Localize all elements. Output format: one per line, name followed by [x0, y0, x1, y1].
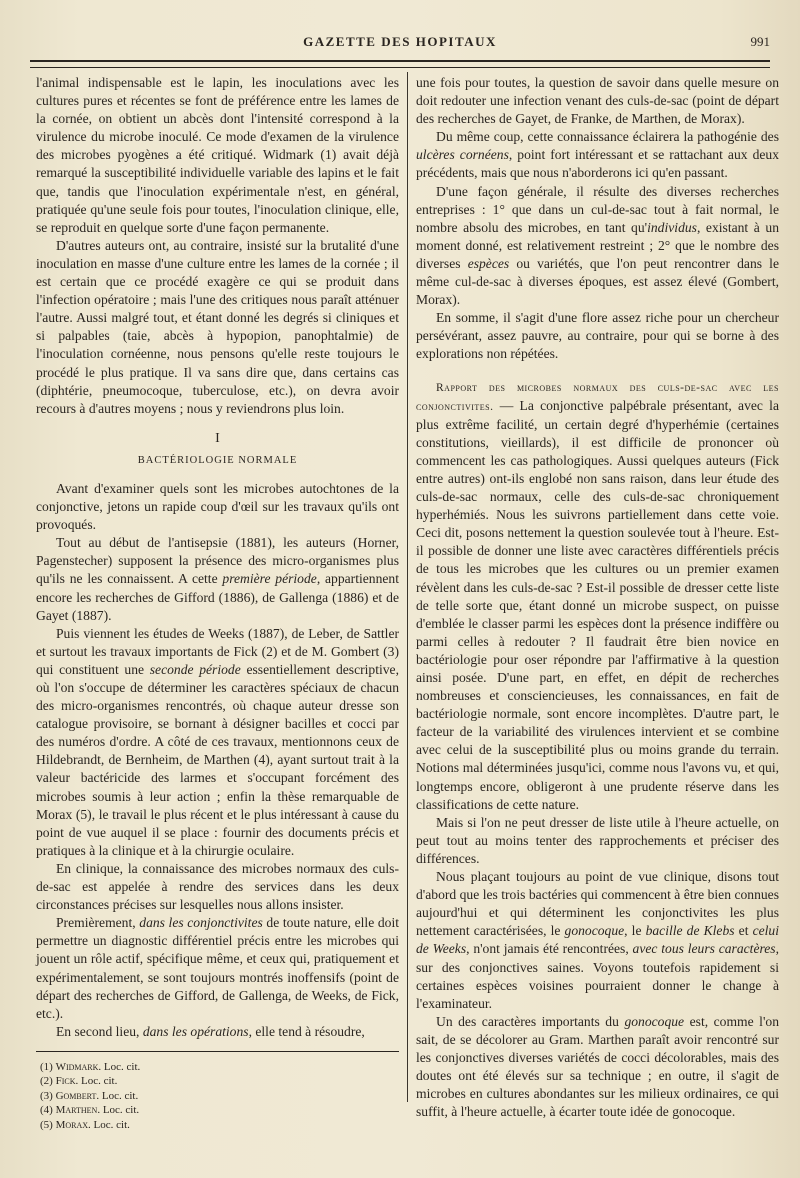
footnote-author: Fick. [55, 1075, 79, 1088]
emphasis: première période [222, 571, 317, 587]
emphasis: dans les conjonctivites [139, 915, 263, 931]
footnote-author: Marthen. [55, 1104, 101, 1117]
text-run: de toute nature, elle doit permettre un diagnostic différentiel précis entre les microbes qui jouent un rôle actif, spécifique même, et ceux qui, pratiquement et expérimentalement, se sont toujours montrés inoffensifs (point de départ des recherches de Gifford, de Gallenga, de Weeks, de Fick, etc.). [36, 915, 399, 1021]
paragraph: D'autres auteurs ont, au contraire, insisté sur la brutalité d'une inoculation en masse d'une culture entre les lames de la cornée ; il est certain que ce procédé exagère ce qui se produit dans l'infection opératoire ; mais l'une des critiques nous paraît atténuer l'autre. Aussi malgré tout, et étant donné les degrés si cliniques et si palpables (taie, abcès à hypopion, panophtalmie) de l'inoculation cornéenne, nous pensons qu'elle reste toujours le procédé le plus pratique. Il va sans dire que, dans certains cas (diphtérie, pneumocoque, tuberculose, etc.), on devra avoir recours à d'autres moyens ; nous y reviendrons plus loin. [36, 237, 399, 416]
paragraph [416, 1013, 779, 1122]
paragraph: En somme, il s'agit d'une flore assez riche pour un chercheur persévérant, assez pauvre, au contraire, pour qui se borne à des explorations non répétées. [416, 310, 779, 362]
text-run: essentiellement descriptive, où l'on s'occupe de déterminer les caractères spéciaux de chacun des micro-organismes rencontrés, où chaque auteur dresse son catalogue provisoire, se bornant à désigner bacilles et cocci par des numéros d'ordre. A côté de ces travaux, mentionnons ceux de Hildebrandt, de Bernheim, de Marthen (4), ayant surtout trait à la valeur bactéricide des larmes et s'occupant forcément des microbes soumis à leur action ; enfin la thèse remarquable de Morax (5), le travail le plus récent et le plus intéressant à cause du point de vue auquel il se place : fournir des documents précis et pratiques à la clinique et à la chirurgie oculaire. [36, 661, 399, 858]
text-run: et [734, 923, 753, 939]
footnote [40, 1118, 399, 1133]
emphasis: espèces [467, 255, 510, 271]
footnote-text: Loc. cit. [101, 1060, 141, 1073]
section-number: I [215, 430, 220, 446]
footnote-number: (4) [40, 1104, 53, 1117]
journal-title: GAZETTE DES HOPITAUX [303, 34, 497, 49]
text-run: Premièrement, [56, 915, 140, 931]
text-run: Un des caractères importants du [436, 1013, 625, 1029]
paragraph [416, 183, 779, 310]
text-run: , elle tend à résoudre, [248, 1023, 365, 1039]
paragraph: l'animal indispensable est le lapin, les inoculations avec les cultures pures et récentes se font de préférence entre les lames de la cornée, on obtient un abcès dont l'intensité correspond à la virulence du microbe inoculé. Ce mode d'examen de la virulence des microbes pyogènes a été critiqué. Widmark (1) avait déjà remarqué la susceptibilité individuelle variable des lapins et le fait que, tandis que l'inoculation expérimentale n'est, en général, pratiquée qu'une seule fois pour toutes, l'inoculation clinique, elle, se reproduit en quelque sorte d'une façon permanente. [36, 75, 399, 235]
emphasis: gonocoque [624, 1013, 685, 1029]
page-number: 991 [750, 34, 770, 49]
left-column [36, 74, 399, 1132]
footnote [40, 1074, 399, 1089]
footnote-author: Gombert. [55, 1089, 100, 1102]
footnote-number: (5) [40, 1118, 53, 1131]
subsection-heading: Rapport des microbes normaux des culs-de-sac avec les conjonctivites. [416, 381, 779, 413]
right-column [416, 74, 779, 1121]
paragraph: En clinique, la connaissance des microbes normaux des culs-de-sac est appelée à rendre des services dans les deux circonstances précises sur lesquelles nous allons insister. [36, 860, 399, 913]
emphasis: seconde période [149, 661, 241, 677]
paragraph [36, 1023, 399, 1041]
paragraph: une fois pour toutes, la question de savoir dans quelle mesure on doit redouter une infection venant des culs-de-sac (point de départ des recherches de Gayet, de Franke, de Marthen, de Morax). [416, 75, 779, 127]
emphasis: individus [647, 219, 697, 235]
spacer [416, 364, 779, 378]
footnote-number: (2) [40, 1075, 53, 1088]
footnote [40, 1060, 399, 1075]
text-run: , point fort intéressant et se rattachant aux deux précédents, mais que nous n'aborderons ici qu'en passant. [416, 147, 779, 181]
paragraph: Avant d'examiner quels sont les microbes autochtones de la conjonctive, jetons un rapide coup d'œil sur les travaux qu'ils ont provoqués. [36, 480, 399, 533]
text-run: Puis viennent les études de Weeks (1887), de Leber, de Sattler et surtout les travaux importants de Fick (2) et de M. Gombert (3) qui constituent une [36, 625, 399, 677]
footnote-text: Loc. cit. [99, 1089, 139, 1102]
text-run: , appartiennent encore les recherches de Gifford (1886), de Gallenga (1886) et de Gayet (1887). [36, 571, 399, 623]
footnote [40, 1103, 399, 1118]
text-run: D'une façon générale, il résulte des diverses recherches entreprises : 1° que dans un cul-de-sac tout à fait normal, le nombre absolu des microbes, en tant qu' [416, 183, 779, 235]
text-run: , le [624, 923, 646, 939]
text-run: Du même coup, cette connaissance éclairera la pathogénie des [436, 129, 779, 145]
paragraph [416, 378, 779, 814]
text-run: Tout au début de l'antisepsie (1881), les auteurs (Horner, Pagenstecher) supposent la présence des micro-organismes plus qu'ils ne les connaissent. A cette [36, 535, 399, 587]
emphasis: avec tous leurs caractères [632, 941, 776, 957]
text-run: , sur des conjonctives saines. Voyons toutefois rapidement si certaines espèces voisines pourraient donner le change à l'examinateur. [416, 941, 779, 1011]
header-double-rule [30, 60, 770, 68]
text-run: — La conjonctive palpébrale présentant, avec la plus extrême facilité, un certain degré d'hyperhémie (certaines constitutions, vieillards), il est difficile de prononcer où commencent les cas pathologiques. Aussi quelques auteurs (Fick entre autres) ont-ils englobé non sans raison, dans leur étude des culs-de-sac normaux, celle des culs-de-sac chroniquement hyperhémiés. Nous les suivrons partiellement dans cette voie. Ceci dit, posons nettement la question soulevée tout à l'heure. Est-il possible de donner une liste avec caractères différentiels précis de tous les microbes que les cultures ou un premier examen révèlent dans les culs-de-sac ? Est-il possible de dresser cette liste de telle sorte que, étant donné un microbe suspect, on puisse d'emblée le classer parmi les espèces dont la présence indiffère ou parmi celles à redouter ? Il faudrait être bien novice en bactériologie pour oser répondre par l'affirmative à la question ainsi posée. D'une part, en effet, en dépit de recherches nombreuses et consciencieuses, les connaissances, en fait de bactériologie normale, sont encore incomplètes. D'autre part, le facteur de la variabilité des virulences intervient et se combine avec celui de la susceptibilité plus ou moins grande du terrain. Notions mal déterminées jusqu'ici, comme nous l'avons vu, et qui, longtemps encore, obligeront à une prudente réserve dans les classifications de cette nature. [416, 397, 779, 812]
emphasis: ulcères cornéens [416, 147, 509, 163]
footnote-author: Widmark. [55, 1060, 102, 1073]
emphasis: celui de Weeks [416, 923, 779, 957]
text-run: En second lieu, [56, 1023, 143, 1039]
footnote [40, 1089, 399, 1104]
footnote-author: Morax. [55, 1118, 91, 1131]
paragraph: Mais si l'on ne peut dresser de liste utile à l'heure actuelle, on peut tout au moins tenter des rapprochements et préciser des différences. [416, 814, 779, 866]
text-run: , existant à un moment donné, est relativement restreint ; 2° que le nombre des diverses [416, 219, 779, 271]
paragraph [416, 868, 779, 1013]
footnote-text: Loc. cit. [100, 1104, 140, 1117]
emphasis: bacille de Klebs [645, 923, 735, 939]
text-run: Nous plaçant toujours au point de vue clinique, disons tout d'abord que les trois bactéries qui commencent à être bien connues aujourd'hui et qui déterminent les conjonctivites les plus nettement caractérisées, le [416, 869, 779, 939]
footnote-text: Loc. cit. [90, 1118, 130, 1131]
footnote-rule [36, 1051, 399, 1052]
paragraph [416, 128, 779, 182]
emphasis: gonocoque [564, 923, 625, 939]
text-run: est, comme l'on sait, de se décolorer au Gram. Marthen paraît avoir rencontré sur les conjonctives diverses variétés de cocci décolorables, mais des doutes ont été élevés sur sa technique ; en outre, il s'agit de microbes en cultures abondantes sur les milieux ordinaires, ce qui suffit, à l'heure actuelle, à écarter toute idée de gonocoque. [416, 1013, 779, 1120]
footnotes [36, 1060, 399, 1133]
footnote-number: (3) [40, 1089, 53, 1102]
section-title: BACTÉRIOLOGIE NORMALE [137, 454, 298, 466]
text-run: , n'ont jamais été rencontrées, [466, 941, 633, 957]
emphasis: dans les opérations [142, 1023, 249, 1039]
paragraph [36, 534, 399, 624]
paragraph [36, 914, 399, 1023]
column-divider [407, 72, 408, 1102]
page-header [30, 30, 770, 52]
footnote-text: Loc. cit. [78, 1075, 118, 1088]
footnote-number: (1) [40, 1060, 53, 1073]
text-run: ou variétés, que l'on peut rencontrer dans le même cul-de-sac à diverses époques, est assez élevé (Gombert, Morax). [416, 255, 779, 308]
paragraph [36, 625, 399, 860]
